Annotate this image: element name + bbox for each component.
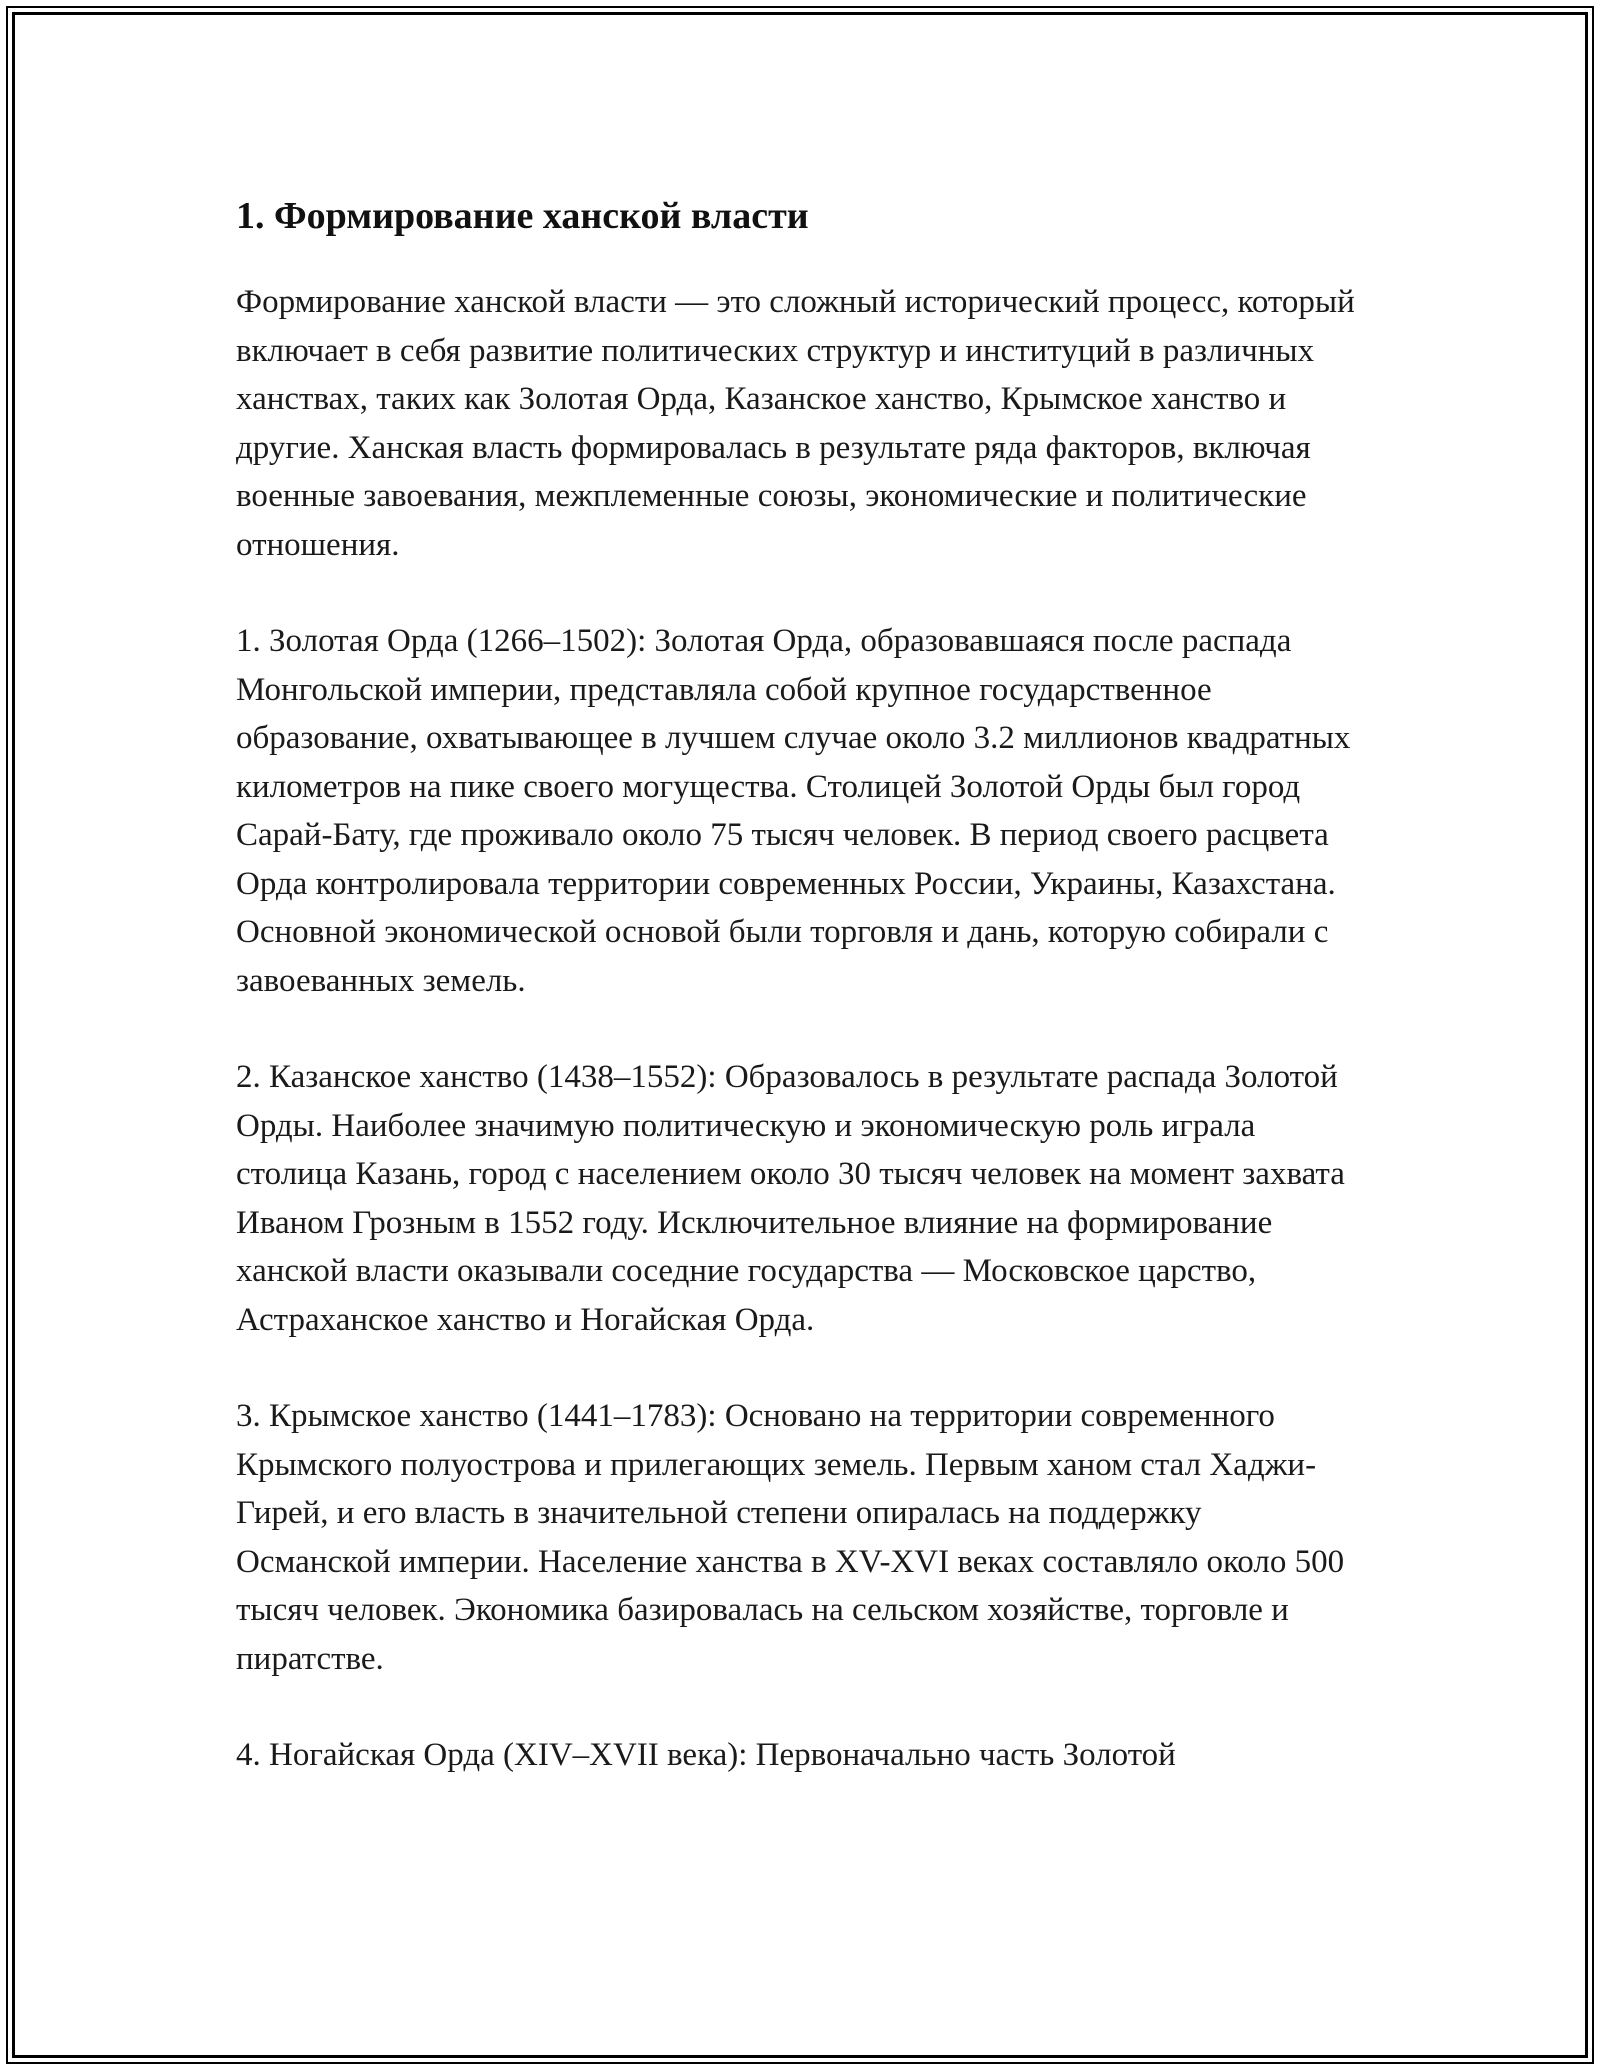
document-body [236,188,1364,1828]
intro-paragraph: Формирование ханской власти — это сложный исторический процесс, который включает в себя развитие политических структур и институций в различных ханствах, таких как Золотая Орда, Казанское ханство, Крымское ханство и другие. Ханская власть формировалась в результате ряда факторов, включая военные завоевания, межплеменные союзы, экономические и политические отношения. [236,284,1355,563]
golden-horde-paragraph: 1. Золотая Орда (1266–1502): Золотая Орда, образовавшаяся после распада Монгольской империи, представляла собой крупное государственное образование, охватывающее в лучшем случае около 3.2 миллионов квадратных километров на пике своего могущества. Столицей Золотой Орды был город Сарай-Бату, где проживало около 75 тысяч человек. В период своего расцвета Орда контролировала территории современных России, Украины, Казахстана. Основной экономической основой были торговля и дань, которую собирали с завоеванных земель. [236,623,1351,999]
kazan-khanate-paragraph: 2. Казанское ханство (1438–1552): Образовалось в результате распада Золотой Орды. Наиболее значимую политическую и экономическую роль играла столица Казань, город с населением около 30 тысяч человек на момент захвата Иваном Грозным в 1552 году. Исключительное влияние на формирование ханской власти оказывали соседние государства — Московское царство, Астраханское ханство и Ногайская Орда. [236,1059,1345,1338]
nogai-horde-paragraph: 4. Ногайская Орда (XIV–XVII века): Первоначально часть Золотой [236,1737,1176,1773]
section-title: 1. Формирование ханской власти [236,195,809,237]
crimean-khanate-paragraph: 3. Крымское ханство (1441–1783): Основано на территории современного Крымского полуострова и прилегающих земель. Первым ханом стал Хаджи-Гирей, и его власть в значительной степени опиралась на поддержку Османской империи. Население ханства в XV-XVI веках составляло около 500 тысяч человек. Экономика базировалась на сельском хозяйстве, торговле и пиратстве. [236,1398,1345,1677]
